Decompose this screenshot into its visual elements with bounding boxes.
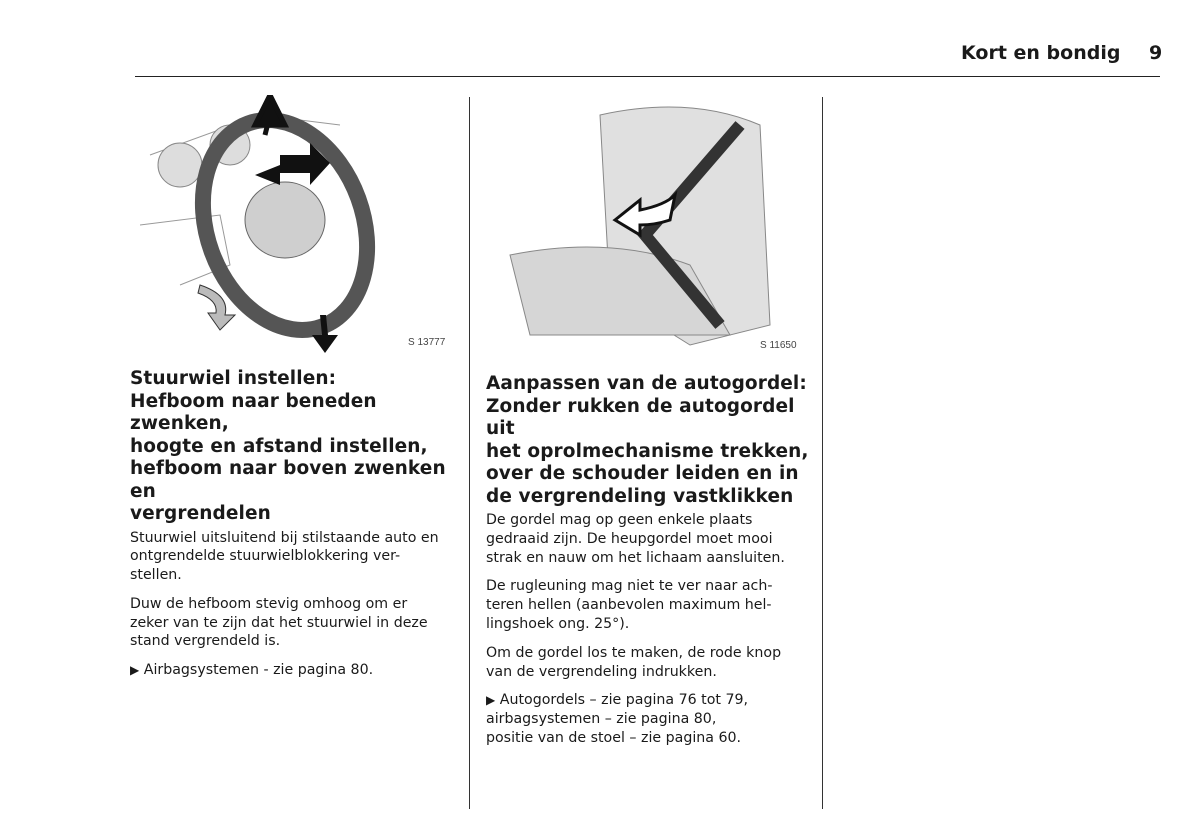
- header-rule: [135, 76, 1160, 77]
- triangle-bullet-icon: ▶: [130, 663, 140, 678]
- page-number: 9: [1149, 42, 1163, 64]
- right-column: [486, 373, 816, 758]
- cross-reference: [130, 661, 465, 680]
- paragraph: De rugleuning mag niet te ver naar ach- teren hellen (aanbevolen maximum hel- lingshoek ong. 25°).: [486, 578, 773, 632]
- paragraph: Om de gordel los te maken, de rode knop van de vergrendeling indrukken.: [486, 644, 782, 680]
- figure-caption: S 11650: [760, 340, 797, 351]
- section-heading: Aanpassen van de autogordel: Zonder rukken de autogordel uit het oprolmechanisme trekken, over de schouder leiden en in de vergrendeling vastklikken: [486, 373, 809, 507]
- paragraph: Duw de hefboom stevig omhoog om er zeker van te zijn dat het stuurwiel in deze stand vergrendeld is.: [130, 595, 428, 650]
- figure-caption: S 13777: [408, 337, 446, 348]
- cross-reference: [486, 691, 816, 747]
- cross-reference-text: Autogordels – zie pagina 76 tot 79, airbagsystemen – zie pagina 80, positie van de stoel – zie pagina 60.: [486, 692, 749, 746]
- steering-wheel-illustration: [140, 95, 460, 355]
- section-title: Kort en bondig: [961, 42, 1121, 64]
- triangle-bullet-icon: ▶: [486, 693, 496, 708]
- cross-reference-text: Airbagsystemen - zie pagina 80.: [143, 662, 374, 679]
- paragraph: Stuurwiel uitsluitend bij stilstaande auto en ontgrendelde stuurwielblokkering ver- stellen.: [130, 529, 439, 584]
- column-divider: [469, 97, 470, 809]
- seatbelt-illustration: [490, 95, 810, 355]
- paragraph: De gordel mag op geen enkele plaats gedraaid zijn. De heupgordel moet mooi strak en nauw om het lichaam aansluiten.: [486, 512, 785, 566]
- column-divider: [822, 97, 823, 809]
- left-column: [130, 368, 465, 690]
- section-heading: Stuurwiel instellen: Hefboom naar beneden zwenken, hoogte en afstand instellen, hefboom naar boven zwenken en vergrendelen: [130, 368, 446, 524]
